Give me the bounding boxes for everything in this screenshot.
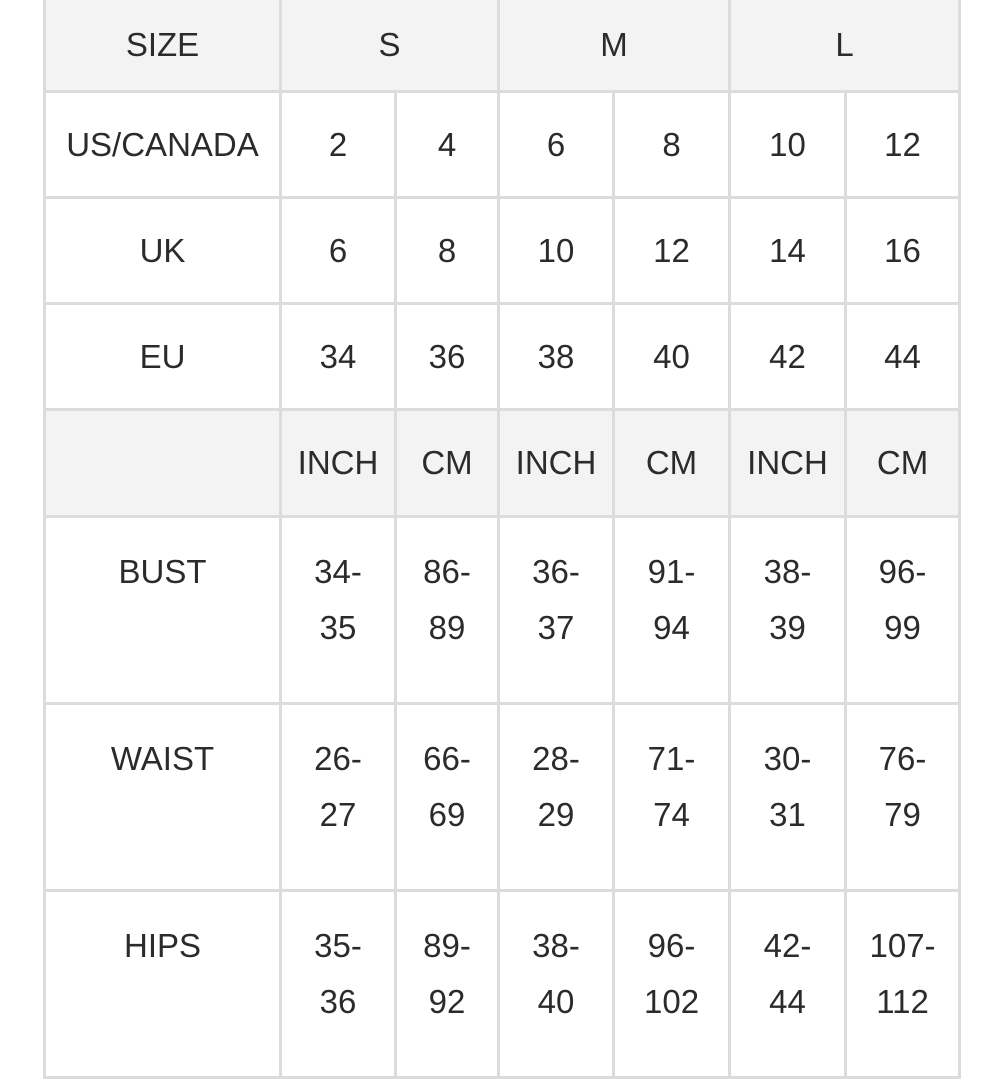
table-cell: 42 (730, 304, 846, 410)
table-cell: 44 (846, 304, 960, 410)
cell-line: 89 (428, 609, 466, 646)
units-row-label (45, 410, 281, 517)
table-cell: 6 (281, 198, 396, 304)
table-cell (846, 891, 960, 1078)
cell-line: 107- (869, 927, 936, 964)
cell-line: 74 (653, 796, 690, 833)
cell-line: 29 (537, 796, 575, 833)
table-cell: 16 (846, 198, 960, 304)
cell-line: 76- (878, 740, 927, 777)
cell-line: 89- (423, 927, 471, 964)
size-header-label: SIZE (45, 0, 281, 92)
cell-line: 79 (884, 796, 921, 833)
measurement-row-waist (45, 704, 960, 891)
table-cell (499, 517, 614, 704)
table-cell (730, 891, 846, 1078)
cell-line: 112 (876, 983, 929, 1020)
size-chart (43, 0, 958, 1079)
cell-line: 99 (884, 609, 921, 646)
cell-line: 86- (423, 553, 471, 590)
unit-header: INCH (499, 410, 614, 517)
table-cell: 14 (730, 198, 846, 304)
row-label: HIPS (45, 891, 281, 1078)
cell-line: 36- (532, 553, 580, 590)
cell-line: 30- (763, 740, 812, 777)
standard-row-uk (45, 198, 960, 304)
standard-row-us-canada (45, 92, 960, 198)
table-cell (499, 891, 614, 1078)
cell-line: 102 (643, 983, 700, 1020)
cell-line: 31 (769, 796, 806, 833)
cell-line: 35- (314, 927, 362, 964)
table-cell: 4 (396, 92, 499, 198)
table-cell: 8 (396, 198, 499, 304)
unit-header: CM (614, 410, 730, 517)
row-label: EU (45, 304, 281, 410)
unit-header: CM (396, 410, 499, 517)
size-group-s: S (281, 0, 499, 92)
unit-header: CM (846, 410, 960, 517)
cell-line: 38- (532, 927, 580, 964)
table-cell: 34 (281, 304, 396, 410)
table-cell (614, 891, 730, 1078)
cell-line: 36 (319, 983, 357, 1020)
cell-line: 26- (314, 740, 362, 777)
table-cell: 38 (499, 304, 614, 410)
cell-line: 96- (647, 927, 696, 964)
size-group-m: M (499, 0, 730, 92)
cell-line: 40 (537, 983, 575, 1020)
units-row (45, 410, 960, 517)
cell-line: 28- (532, 740, 580, 777)
cell-line: 42- (763, 927, 812, 964)
cell-line: 35 (319, 609, 357, 646)
table-cell (730, 517, 846, 704)
table-cell: 10 (730, 92, 846, 198)
table-cell (846, 704, 960, 891)
size-chart-table (43, 0, 961, 1079)
cell-line: 94 (653, 609, 690, 646)
cell-line: 92 (428, 983, 466, 1020)
cell-line: 91- (647, 553, 696, 590)
table-cell: 36 (396, 304, 499, 410)
table-cell: 40 (614, 304, 730, 410)
table-cell: 8 (614, 92, 730, 198)
size-header-row (45, 0, 960, 92)
table-cell (614, 704, 730, 891)
table-cell (396, 704, 499, 891)
table-cell: 10 (499, 198, 614, 304)
table-cell: 6 (499, 92, 614, 198)
cell-line: 34- (314, 553, 362, 590)
unit-header: INCH (281, 410, 396, 517)
table-cell: 12 (846, 92, 960, 198)
cell-line: 96- (878, 553, 927, 590)
row-label: UK (45, 198, 281, 304)
cell-line: 37 (537, 609, 575, 646)
measurement-row-bust (45, 517, 960, 704)
row-label: BUST (45, 517, 281, 704)
table-cell (846, 517, 960, 704)
size-group-l: L (730, 0, 960, 92)
cell-line: 69 (428, 796, 466, 833)
measurement-row-hips (45, 891, 960, 1078)
table-cell (396, 517, 499, 704)
table-cell (281, 704, 396, 891)
table-cell (499, 704, 614, 891)
row-label: WAIST (45, 704, 281, 891)
cell-line: 66- (423, 740, 471, 777)
table-cell: 2 (281, 92, 396, 198)
standard-row-eu (45, 304, 960, 410)
cell-line: 39 (769, 609, 806, 646)
cell-line: 27 (319, 796, 357, 833)
cell-line: 44 (769, 983, 806, 1020)
cell-line: 38- (763, 553, 812, 590)
row-label: US/CANADA (45, 92, 281, 198)
table-cell (730, 704, 846, 891)
cell-line: 71- (647, 740, 696, 777)
table-cell (281, 517, 396, 704)
table-cell (281, 891, 396, 1078)
table-cell (396, 891, 499, 1078)
table-cell: 12 (614, 198, 730, 304)
unit-header: INCH (730, 410, 846, 517)
table-cell (614, 517, 730, 704)
